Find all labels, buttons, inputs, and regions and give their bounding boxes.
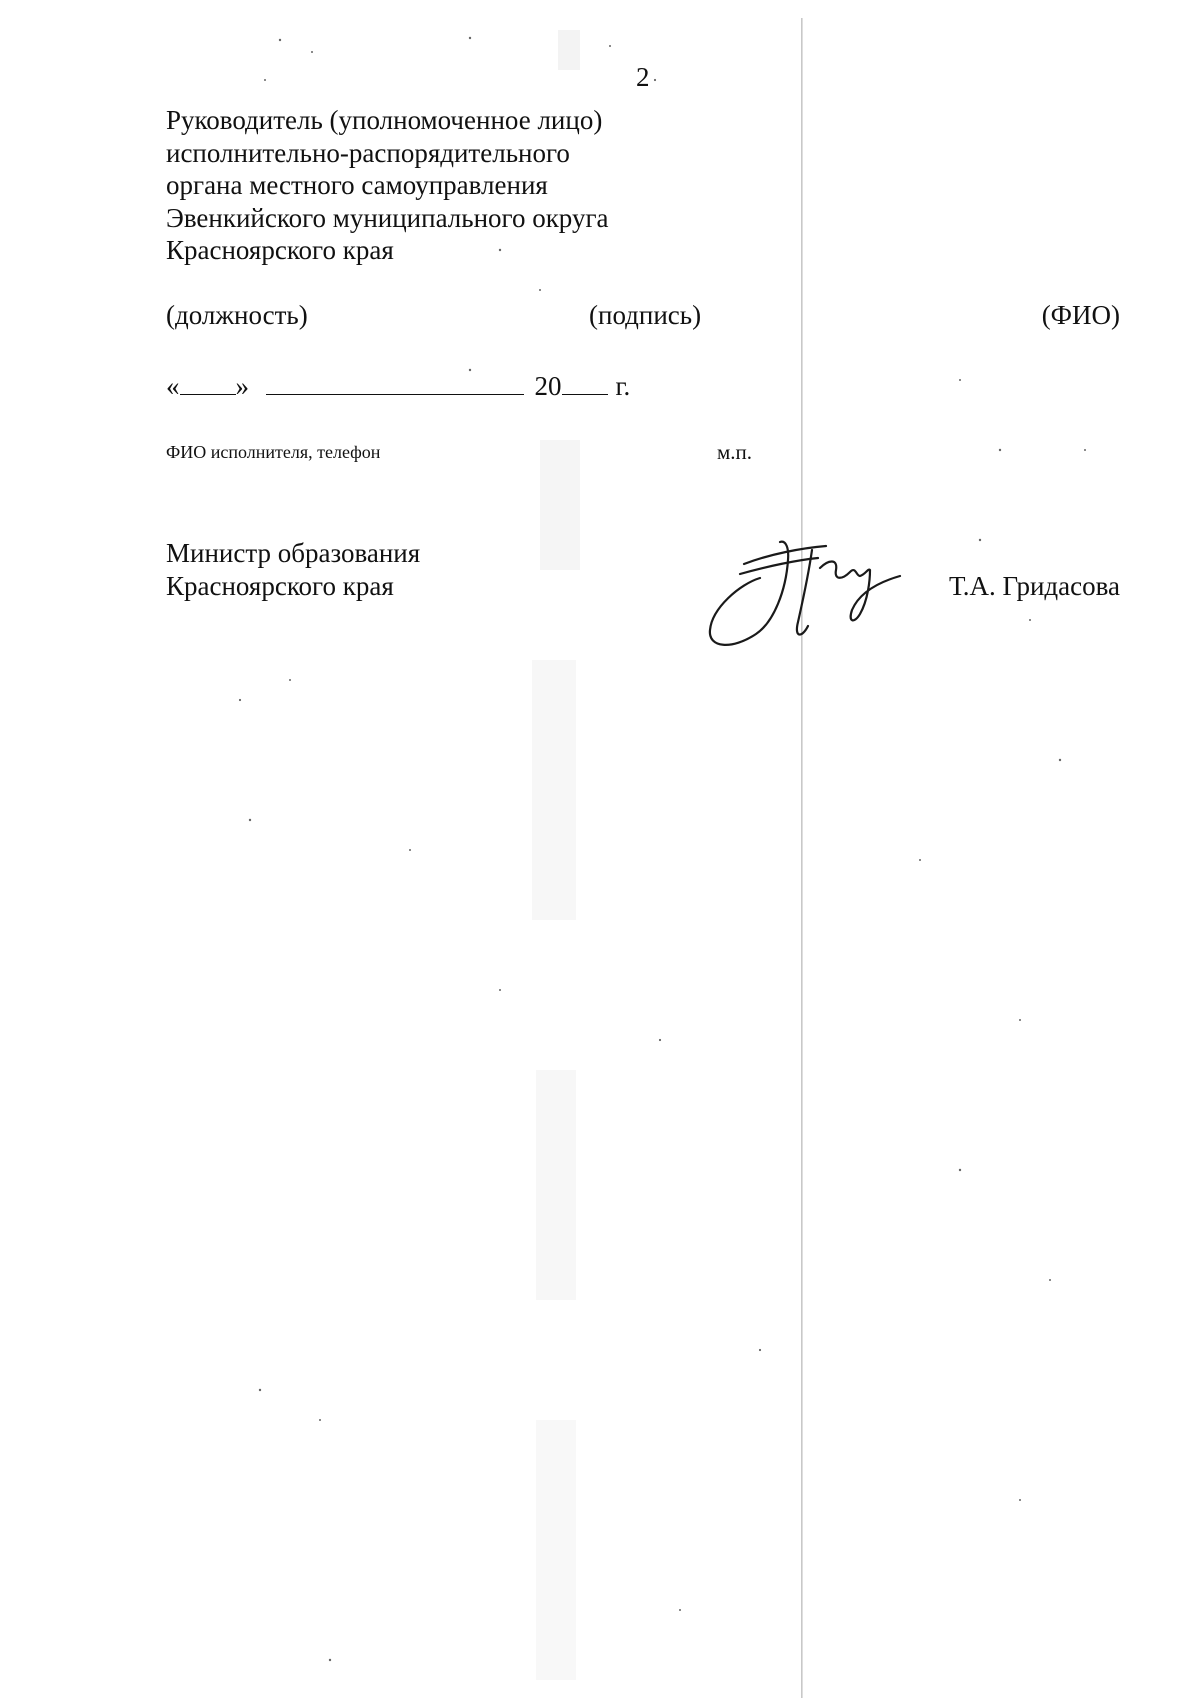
executor-note: ФИО исполнителя, телефон	[166, 442, 381, 462]
date-open-quote: «	[166, 371, 180, 401]
signer-name: Т.А. Гридасова	[949, 571, 1120, 601]
requester-line: Красноярского края	[166, 235, 394, 265]
requester-line: Эвенкийского муниципального округа	[166, 202, 609, 233]
fio-caption: (ФИО)	[1041, 300, 1120, 330]
approver-title-line: Красноярского края	[166, 571, 394, 601]
handwritten-signature	[700, 530, 910, 650]
date-line	[166, 370, 630, 402]
stamp-place: м.п.	[717, 440, 753, 464]
date-year-suffix: г.	[615, 371, 631, 401]
requester-line: Руководитель (уполномоченное лицо)	[166, 105, 603, 135]
requester-line: исполнительно-распорядительного	[166, 137, 570, 168]
approver-title	[166, 537, 420, 603]
page-number: 2	[636, 62, 650, 92]
signature-caption: (подпись)	[589, 300, 702, 330]
date-year-prefix: 20	[534, 371, 562, 401]
date-month-blank[interactable]	[266, 370, 524, 395]
date-day-blank[interactable]	[180, 370, 236, 395]
requester-line: органа местного самоуправления	[166, 170, 548, 200]
position-caption: (должность)	[166, 300, 308, 330]
requester-block	[166, 104, 609, 267]
date-year-blank[interactable]	[562, 370, 608, 395]
date-close-quote: »	[235, 371, 249, 401]
approver-title-line: Министр образования	[166, 538, 421, 568]
